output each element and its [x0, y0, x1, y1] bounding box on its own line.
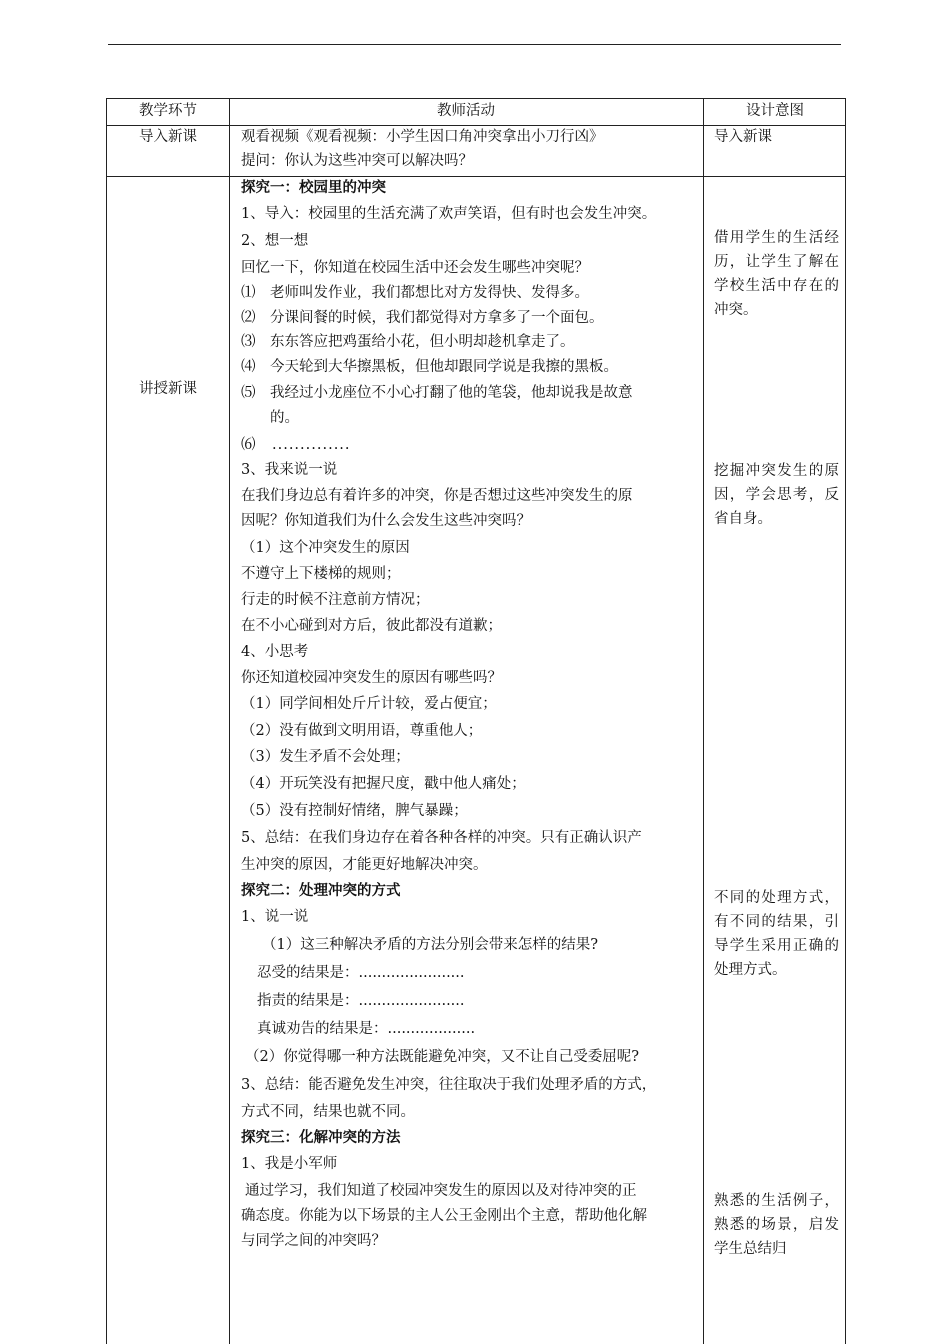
lesson-plan-table — [106, 98, 846, 1344]
teach-stage: 讲授新课 — [139, 381, 197, 397]
activity-line: 的。 — [241, 410, 299, 426]
activity-line: 指责的结果是：....................... — [257, 993, 465, 1009]
activity-line: 1、我是小军师 — [241, 1156, 338, 1172]
activity-line: ⑴ 老师叫发作业，我们都想比对方发得快、发得多。 — [241, 285, 589, 301]
activity-line: （1）这三种解决矛盾的方法分别会带来怎样的结果? — [262, 937, 598, 953]
intro-stage: 导入新课 — [139, 129, 197, 145]
activity-line: （1）这个冲突发生的原因 — [241, 540, 410, 556]
column-divider — [703, 99, 704, 1344]
activity-line: 与同学之间的冲突吗？ — [241, 1233, 386, 1249]
activity-line: ⑵ 分课间餐的时候，我们都觉得对方拿多了一个面包。 — [241, 310, 604, 326]
activity-line: 在我们身边总有着许多的冲突，你是否想过这些冲突发生的原 — [241, 488, 633, 504]
activity-line: 生冲突的原因，才能更好地解决冲突。 — [241, 857, 488, 873]
activity-line: 你还知道校园冲突发生的原因有哪些吗？ — [241, 670, 502, 686]
activity-line: ⑸ 我经过小龙座位不小心打翻了他的笔袋，他却说我是故意 — [241, 385, 633, 401]
activity-line: 真诚劝告的结果是：................... — [257, 1021, 476, 1037]
activity-line: （1）同学间相处斤斤计较，爱占便宜； — [241, 696, 497, 712]
row-divider — [107, 125, 845, 126]
intro-activity-line: 观看视频《观看视频：小学生因口角冲突拿出小刀行凶》 — [241, 129, 604, 145]
activity-line: 5、总结：在我们身边存在着各种各样的冲突。只有正确认识产 — [241, 830, 642, 846]
activity-line: 3、总结：能否避免发生冲突，往往取决于我们处理矛盾的方式， — [241, 1077, 657, 1093]
activity-line: ⑹ .............. — [241, 437, 351, 453]
activity-line: （4）开玩笑没有把握尺度，戳中他人痛处； — [241, 776, 526, 792]
section-heading: 探究一：校园里的冲突 — [241, 179, 386, 196]
header-activity: 教师活动 — [437, 103, 495, 119]
activity-line: （2）你觉得哪一种方法既能避免冲突，又不让自己受委屈呢? — [245, 1049, 639, 1065]
activity-line: （3）发生矛盾不会处理； — [241, 749, 410, 765]
design-intent: 不同的处理方式，有不同的结果，引导学生采用正确的处理方式。 — [714, 890, 839, 978]
header-rule — [108, 44, 841, 45]
activity-line: 1、导入：校园里的生活充满了欢声笑语，但有时也会发生冲突。 — [241, 206, 657, 222]
design-intent: 借用学生的生活经历，让学生了解在学校生活中存在的冲突。 — [714, 230, 839, 318]
section-heading: 探究二：处理冲突的方式 — [241, 882, 401, 899]
header-intent: 设计意图 — [746, 103, 804, 119]
activity-line: 2、想一想 — [241, 233, 309, 249]
activity-line: 在不小心碰到对方后，彼此都没有道歉； — [241, 618, 502, 634]
activity-line: 回忆一下，你知道在校园生活中还会发生哪些冲突呢？ — [241, 260, 589, 276]
section-heading: 探究三：化解冲突的方法 — [241, 1129, 401, 1146]
activity-line: 确态度。你能为以下场景的主人公王金刚出个主意，帮助他化解 — [241, 1208, 647, 1224]
activity-line: 1、说一说 — [241, 909, 309, 925]
activity-line: 4、小思考 — [241, 644, 309, 660]
intro-intent: 导入新课 — [714, 129, 772, 145]
activity-line: 因呢？你知道我们为什么会发生这些冲突吗？ — [241, 513, 531, 529]
intro-activity-line: 提问：你认为这些冲突可以解决吗？ — [241, 153, 473, 169]
design-intent: 熟悉的生活例子，熟悉的场景，启发学生总结归 — [714, 1193, 839, 1257]
activity-line: 3、我来说一说 — [241, 462, 338, 478]
header-stage: 教学环节 — [139, 103, 197, 119]
activity-line: ⑷ 今天轮到大华擦黑板，但他却跟同学说是我擦的黑板。 — [241, 359, 618, 375]
activity-line: 行走的时候不注意前方情况； — [241, 592, 430, 608]
activity-line: ⑶ 东东答应把鸡蛋给小花，但小明却趁机拿走了。 — [241, 334, 575, 350]
column-divider — [229, 99, 230, 1344]
activity-line: （2）没有做到文明用语，尊重他人； — [241, 723, 483, 739]
row-divider — [107, 176, 845, 177]
design-intent: 挖掘冲突发生的原因，学会思考，反省自身。 — [714, 463, 839, 527]
activity-line: （5）没有控制好情绪，脾气暴躁； — [241, 803, 468, 819]
activity-line: 忍受的结果是：....................... — [257, 965, 465, 981]
activity-line: 方式不同，结果也就不同。 — [241, 1104, 415, 1120]
activity-line: 通过学习，我们知道了校园冲突发生的原因以及对待冲突的正 — [245, 1183, 637, 1199]
activity-line: 不遵守上下楼梯的规则； — [241, 566, 401, 582]
